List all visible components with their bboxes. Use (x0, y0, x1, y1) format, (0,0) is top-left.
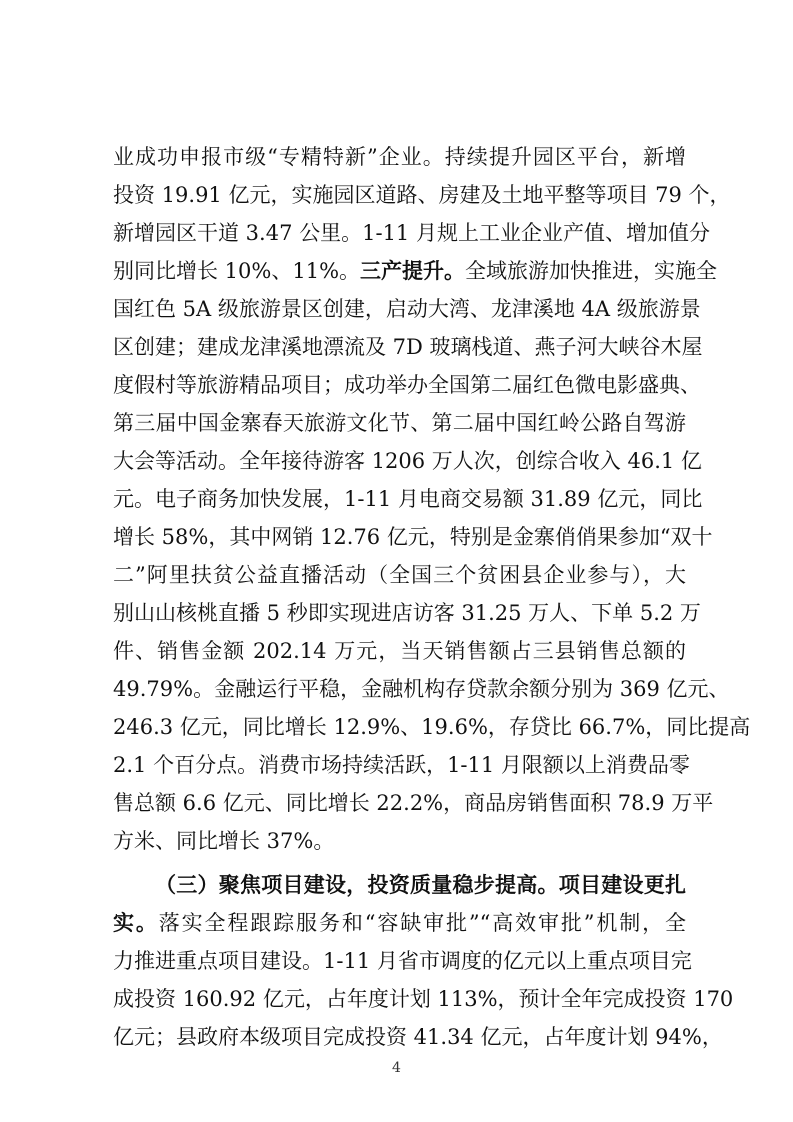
page-number: 4 (392, 1060, 401, 1076)
body-text-line (113, 255, 718, 287)
body-text-line: 大会等活动。全年接待游客 1206 万人次，创综合收入 46.1 亿 (113, 449, 702, 473)
body-text-line: 售总额 6.6 亿元、同比增长 22.2%，商品房销售面积 78.9 万平 (113, 791, 714, 815)
body-text-line: 业成功申报市级“专精特新”企业。持续提升园区平台，新增 (113, 145, 686, 169)
body-text-line: 亿元；县政府本级项目完成投资 41.34 亿元，占年度计划 94%， (113, 1025, 723, 1049)
body-text-line: 增长 58%，其中网销 12.76 亿元，特别是金寨俏俏果参加“双十 (113, 525, 713, 549)
body-text: 别同比增长 10%、11%。 (113, 259, 361, 283)
body-text-line: 度假村等旅游精品项目；成功举办全国第二届红色微电影盛典、 (113, 373, 701, 397)
body-text-line: 246.3 亿元，同比增长 12.9%、19.6%，存贷比 66.7%，同比提高 (113, 715, 751, 739)
body-text-line: 国红色 5A 级旅游景区创建，启动大湾、龙津溪地 4A 级旅游景 (113, 297, 701, 321)
body-text-line: 方米、同比增长 37%。 (113, 829, 335, 853)
subheading-tertiary-industry: 三产提升。 (360, 258, 466, 283)
section-heading-continued: 实。 (113, 910, 159, 935)
body-text-line: 49.79%。金融运行平稳，金融机构存贷款余额分别为 369 亿元、 (113, 677, 730, 701)
body-text-line: 2.1 个百分点。消费市场持续活跃，1-11 月限额以上消费品零 (113, 753, 690, 777)
body-text-line: 投资 19.91 亿元，实施园区道路、房建及土地平整等项目 79 个， (113, 183, 731, 207)
body-text-line: 力推进重点项目建设。1-11 月省市调度的亿元以上重点项目完 (113, 949, 692, 973)
body-text-line: 别山山核桃直播 5 秒即实现进店访客 31.25 万人、下单 5.2 万 (113, 601, 701, 625)
body-text-line: 元。电子商务加快发展，1-11 月电商交易额 31.89 亿元，同比 (113, 487, 703, 511)
body-text-line (113, 907, 686, 939)
body-text-line: 区创建；建成龙津溪地漂流及 7D 玻璃栈道、燕子河大峡谷木屋 (113, 335, 703, 359)
section-heading: （三）聚焦项目建设，投资质量稳步提高。项目建设更扎 (155, 872, 686, 897)
body-text: 全域旅游加快推进，实施全 (465, 259, 718, 283)
body-text-line: 新增园区干道 3.47 公里。1-11 月规上工业企业产值、增加值分 (113, 221, 710, 245)
body-text-line: 件、销售金额 202.14 万元，当天销售额占三县销售总额的 (113, 639, 686, 663)
body-text-line: 二”阿里扶贫公益直播活动（全国三个贫困县企业参与），大 (113, 563, 686, 587)
body-text-line: 第三届中国金寨春天旅游文化节、第二届中国红岭公路自驾游 (113, 411, 686, 435)
body-text-line: 成投资 160.92 亿元，占年度计划 113%，预计全年完成投资 170 (113, 987, 734, 1011)
body-text: 落实全程跟踪服务和“容缺审批”“高效审批”机制，全 (158, 911, 686, 935)
